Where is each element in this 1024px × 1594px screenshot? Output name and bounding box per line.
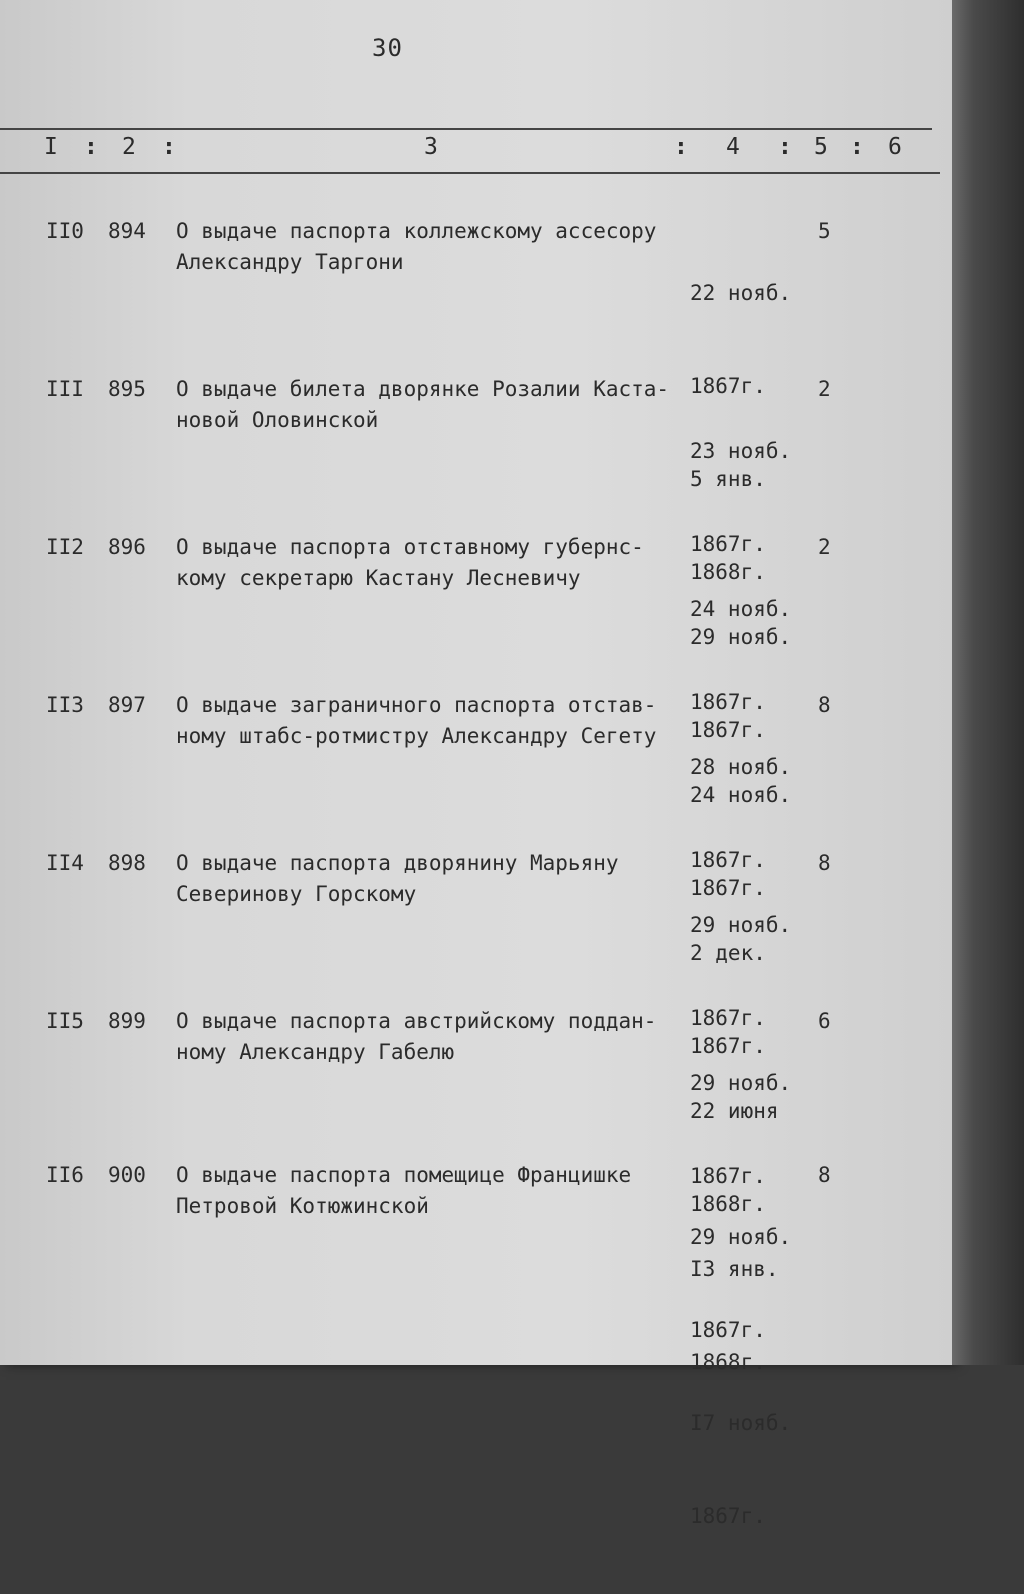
column-separator: : xyxy=(162,134,176,160)
column-header-4: 4 xyxy=(726,134,740,160)
case-title-line: О выдаче билета дворянке Розалии Каста- xyxy=(176,377,670,401)
case-dates xyxy=(690,1160,791,1594)
end-year: 1868г. xyxy=(690,560,766,584)
case-number: 900 xyxy=(108,1163,146,1187)
start-year: 1867г. xyxy=(690,532,766,556)
column-header-1: I xyxy=(44,134,58,160)
end-date: 2 дек. xyxy=(690,941,766,965)
end-date: 22 июня xyxy=(690,1099,779,1123)
start-year: 1867г. xyxy=(690,1164,766,1188)
end-year: 1868г. xyxy=(690,1192,766,1216)
sheet-count: 6 xyxy=(818,1009,831,1033)
start-date: 24 нояб. xyxy=(690,597,792,621)
case-title-line: О выдаче паспорта отставному губернс- xyxy=(176,535,644,559)
row-number: II2 xyxy=(46,535,84,559)
case-title-line: О выдаче паспорта австрийскому поддан- xyxy=(176,1009,657,1033)
start-year: 1867г. xyxy=(690,1006,766,1030)
case-number: 898 xyxy=(108,851,146,875)
column-separator: : xyxy=(84,134,98,160)
end-year: 1868г. xyxy=(690,1350,766,1374)
case-title-line: Северинову Горскому xyxy=(176,882,417,906)
case-title-line: О выдаче заграничного паспорта отстав- xyxy=(176,693,657,717)
column-header-5: 5 xyxy=(814,134,828,160)
end-year: 1867г. xyxy=(690,718,766,742)
page-number: 30 xyxy=(372,34,403,62)
header-bottom-rule xyxy=(0,172,940,174)
column-header-2: 2 xyxy=(122,134,136,160)
start-date: 29 нояб. xyxy=(690,913,792,937)
sheet-count: 2 xyxy=(818,377,831,401)
start-year: 1867г. xyxy=(690,1318,766,1342)
end-date: 24 нояб. xyxy=(690,783,792,807)
case-title-line: О выдаче паспорта коллежскому ассесору xyxy=(176,219,657,243)
case-title xyxy=(176,374,686,436)
column-separator: : xyxy=(850,134,864,160)
start-date: 29 нояб. xyxy=(690,1225,792,1249)
start-year: 1867г. xyxy=(690,690,766,714)
case-title-line: ному штабс-ротмистру Александру Сегету xyxy=(176,724,657,748)
case-title xyxy=(176,1160,686,1222)
row-number: III xyxy=(46,377,84,401)
start-year: 1867г. xyxy=(690,848,766,872)
case-title-line: новой Оловинской xyxy=(176,408,379,432)
case-title-line: О выдаче паспорта дворянину Марьяну xyxy=(176,851,619,875)
end-date: 5 янв. xyxy=(690,467,766,491)
row-number: II5 xyxy=(46,1009,84,1033)
case-title-line: кому секретарю Кастану Лесневичу xyxy=(176,566,581,590)
column-header-6: 6 xyxy=(888,134,902,160)
column-separator: : xyxy=(674,134,688,160)
case-title xyxy=(176,1006,686,1068)
start-date: 28 нояб. xyxy=(690,755,792,779)
case-title xyxy=(176,848,686,910)
sheet-count: 2 xyxy=(818,535,831,559)
page-edge-shadow xyxy=(952,0,1024,1365)
case-number: 897 xyxy=(108,693,146,717)
case-title xyxy=(176,690,686,752)
row-number: II6 xyxy=(46,1163,84,1187)
case-number: 894 xyxy=(108,219,146,243)
case-title xyxy=(176,216,686,278)
case-title xyxy=(176,532,686,594)
sheet-count: 5 xyxy=(818,219,831,243)
row-number: II0 xyxy=(46,219,84,243)
start-year: 1867г. xyxy=(690,374,766,398)
sheet-count: 8 xyxy=(818,851,831,875)
end-year: 1867г. xyxy=(690,1034,766,1058)
start-date: 29 нояб. xyxy=(690,1071,792,1095)
case-title-line: Петровой Котюжинской xyxy=(176,1194,429,1218)
column-separator: : xyxy=(778,134,792,160)
sheet-count: 8 xyxy=(818,1163,831,1187)
case-title-line: О выдаче паспорта помещице Францишке xyxy=(176,1163,632,1187)
header-top-rule xyxy=(0,128,932,130)
case-title-line: ному Александру Габелю xyxy=(176,1040,455,1064)
end-year: 1867г. xyxy=(690,876,766,900)
column-header-3: 3 xyxy=(424,134,438,160)
end-year: 1867г. xyxy=(690,1504,766,1528)
case-number: 895 xyxy=(108,377,146,401)
row-number: II4 xyxy=(46,851,84,875)
end-date: I7 нояб. xyxy=(690,1411,792,1435)
end-date: 29 нояб. xyxy=(690,625,792,649)
case-number: 899 xyxy=(108,1009,146,1033)
case-number: 896 xyxy=(108,535,146,559)
sheet-count: 8 xyxy=(818,693,831,717)
start-date: 22 нояб. xyxy=(690,281,792,305)
end-date: I3 янв. xyxy=(690,1257,779,1281)
case-title-line: Александру Таргони xyxy=(176,250,404,274)
start-date: 23 нояб. xyxy=(690,439,792,463)
row-number: II3 xyxy=(46,693,84,717)
